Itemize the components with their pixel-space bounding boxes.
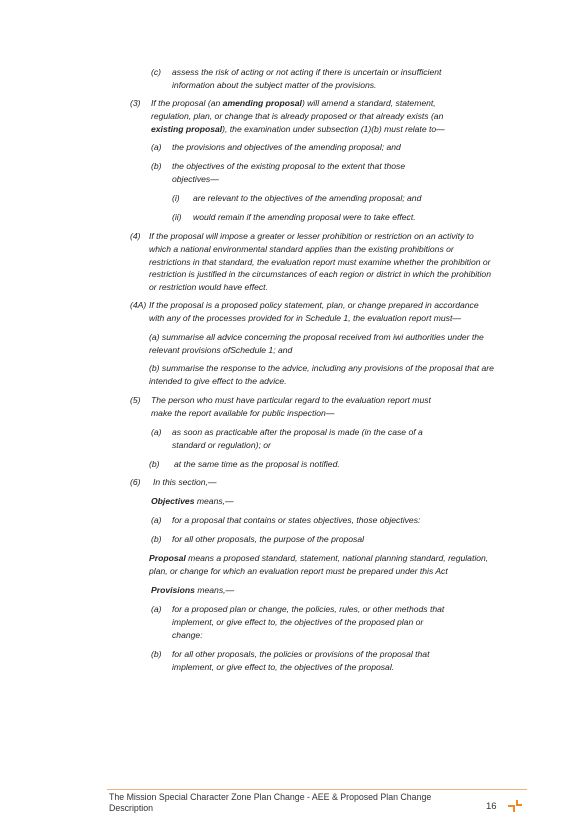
clause-text-line: at the same time as the proposal is notified. (174, 459, 340, 469)
clause-text-line: would remain if the amending proposal were to take effect. (193, 212, 416, 222)
clause-text-line: implement, or give effect to, the objectives of the proposal. (172, 661, 395, 672)
clause-text-line: In this section,— (153, 477, 217, 487)
clause-number: (4) (130, 231, 141, 241)
clause-text-line: plan, or change for which an evaluation report must be prepared under this Act (149, 565, 448, 576)
clause-number: (ii) (172, 212, 182, 222)
clause-text-line: as soon as practicable after the proposal is made (in the case of a (172, 427, 423, 437)
clause-text-line: the objectives of the existing proposal to the extent that those (172, 161, 406, 171)
clause-text-line: information about the subject matter of the provisions. (172, 79, 377, 90)
clause-text-line: intended to give effect to the advice. (149, 375, 287, 386)
clause-text-line: regulation, plan, or change that is already proposed or that already exists (an (151, 110, 444, 121)
clause-number: (a) (151, 142, 162, 152)
clause-number: (b) (151, 534, 162, 544)
clause-text-line: Proposal means a proposed standard, statement, national planning standard, regulation, (149, 553, 489, 563)
clause-text-line: (a) summarise all advice concerning the proposal received from iwi authorities under the (149, 332, 484, 342)
clause-text-line: which a national environmental standard applies than the existing prohibitions or (149, 243, 454, 254)
clause-text-line: with any of the processes provided for in Schedule 1, the evaluation report must— (149, 312, 461, 323)
clause-text-line: objectives— (172, 173, 219, 184)
clause-text-line: standard or regulation); or (172, 439, 271, 450)
clause-number: (a) (151, 604, 162, 614)
clause-text-line: restriction is justified in the circumstances of each region or district in which the prohibition (149, 269, 491, 280)
clause-text-line: change: (172, 629, 203, 640)
clause-text-line: the provisions and objectives of the amending proposal; and (172, 142, 401, 152)
footer-divider (107, 789, 527, 790)
clause-text-line: restrictions in that standard, the evaluation report must examine whether the prohibition or (149, 256, 491, 267)
clause-number: (a) (151, 427, 162, 437)
clause-text-line: implement, or give effect to, the objectives of the proposed plan or (172, 616, 424, 627)
clause-text-line: Provisions means,— (151, 585, 235, 595)
clause-number: (c) (151, 67, 162, 77)
clause-text-line: for a proposed plan or change, the policies, rules, or other methods that (172, 604, 445, 614)
clause-text-line: assess the risk of acting or not acting if there is uncertain or insufficient (172, 67, 442, 77)
clause-text-line: existing proposal), the examination under subsection (1)(b) must relate to— (151, 123, 445, 134)
clause-number: (b) (149, 459, 160, 469)
clause-text-line: for all other proposals, the purpose of the proposal (172, 534, 365, 544)
footer-title-line-1: The Mission Special Character Zone Plan Change - AEE & Proposed Plan Change (109, 792, 432, 802)
footer-title (109, 792, 431, 814)
clause-text-line: for all other proposals, the policies or provisions of the proposal that (172, 649, 430, 659)
clause-number: (3) (130, 98, 141, 108)
clause-text-line: If the proposal (an amending proposal) will amend a standard, statement, (151, 98, 436, 108)
clause-text-line: relevant provisions ofSchedule 1; and (149, 344, 293, 355)
page-number: 16 (486, 801, 497, 812)
clause-text-line: are relevant to the objectives of the amending proposal; and (193, 193, 422, 203)
clause-number: (i) (172, 193, 180, 203)
clause-number: (6) (130, 477, 141, 487)
brand-logo-icon (506, 798, 524, 814)
clause-text-line: (b) summarise the response to the advice, including any provisions of the proposal that are (149, 363, 494, 373)
clause-number: (b) (151, 161, 162, 171)
clause-text-line: for a proposal that contains or states objectives, those objectives: (172, 515, 421, 525)
clause-number: (a) (151, 515, 162, 525)
footer-title-line-2: Description (109, 803, 154, 813)
clause-text-line: If the proposal is a proposed policy statement, plan, or change prepared in accordance (149, 300, 479, 310)
clause-number: (4A) (130, 300, 147, 310)
clause-text-line: If the proposal will impose a greater or lesser prohibition or restriction on an activity to (149, 231, 474, 241)
clause-number: (5) (130, 395, 141, 405)
clause-text-line: or restriction would have effect. (149, 282, 268, 293)
clause-number: (b) (151, 649, 162, 659)
clause-text-line: Objectives means,— (151, 496, 234, 506)
clause-text-line: The person who must have particular regard to the evaluation report must (151, 395, 431, 405)
clause-text-line: make the report available for public inspection— (151, 407, 335, 418)
